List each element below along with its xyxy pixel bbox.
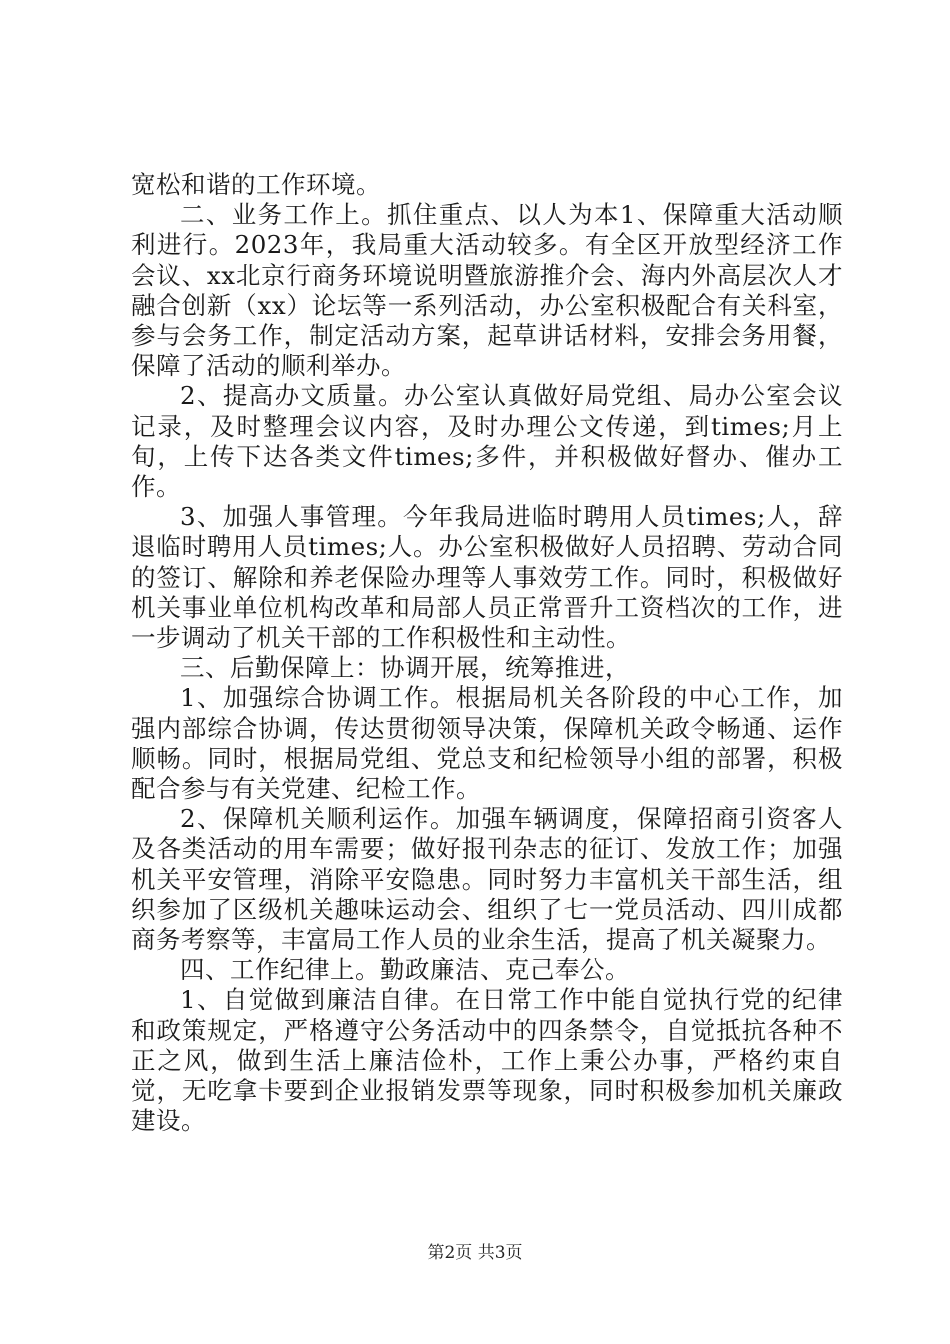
paragraph-personnel-management: 3、加强人事管理。今年我局进临时聘用人员times;人，辞退临时聘用人员times;人。办公室积极做好人员招聘、劳动合同的签订、解除和养老保险办理等人事效劳工作。同时，积极做好机关事业单位机构改革和局部人员正常晋升工资档次的工作，进一步调动了机关干部的工作积极性和主动性。	[131, 502, 843, 653]
page-number-footer: 第2页 共3页	[427, 1243, 523, 1263]
paragraph-integrity: 1、自觉做到廉洁自律。在日常工作中能自觉执行党的纪律和政策规定，严格遵守公务活动中的四条禁令，自觉抵抗各种不正之风，做到生活上廉洁俭朴，工作上秉公办事，严格约束自觉，无吃拿卡要到企业报销发票等现象，同时积极参加机关廉政建设。	[131, 985, 843, 1136]
paragraph-continuation: 宽松和谐的工作环境。	[131, 170, 381, 199]
section-heading-business: 二、业务工作上。抓住重点、以人为本1、保障重大活动顺利进行。2023年，我局重大活动较多。有全区开放型经济工作会议、xx北京行商务环境说明暨旅游推介会、海内外高层次人才融合创新（xx）论坛等一系列活动，办公室积极配合有关科室，参与会务工作，制定活动方案，起草讲话材料，安排会务用餐，保障了活动的顺利举办。	[131, 200, 843, 381]
section-heading-discipline: 四、工作纪律上。勤政廉洁、克己奉公。	[180, 955, 630, 985]
paragraph-coordination: 1、加强综合协调工作。根据局机关各阶段的中心工作，加强内部综合协调，传达贯彻领导决策，保障机关政令畅通、运作顺畅。同时，根据局党组、党总支和纪检领导小组的部署，积极配合参与有关党建、纪检工作。	[131, 683, 843, 804]
document-body	[131, 170, 843, 1137]
section-heading-logistics: 三、后勤保障上：协调开展，统筹推进，	[180, 653, 630, 683]
paragraph-operations: 2、保障机关顺利运作。加强车辆调度，保障招商引资客人及各类活动的用车需要；做好报刊杂志的征订、发放工作；加强机关平安管理，消除平安隐患。同时努力丰富机关干部生活，组织参加了区级机关趣味运动会、组织了七一党员活动、四川成都商务考察等，丰富局工作人员的业余生活，提高了机关凝聚力。	[131, 804, 843, 955]
paragraph-document-quality: 2、提高办文质量。办公室认真做好局党组、局办公室会议记录，及时整理会议内容，及时办理公文传递，到times;月上旬，上传下达各类文件times;多件，并积极做好督办、催办工作。	[131, 381, 843, 502]
